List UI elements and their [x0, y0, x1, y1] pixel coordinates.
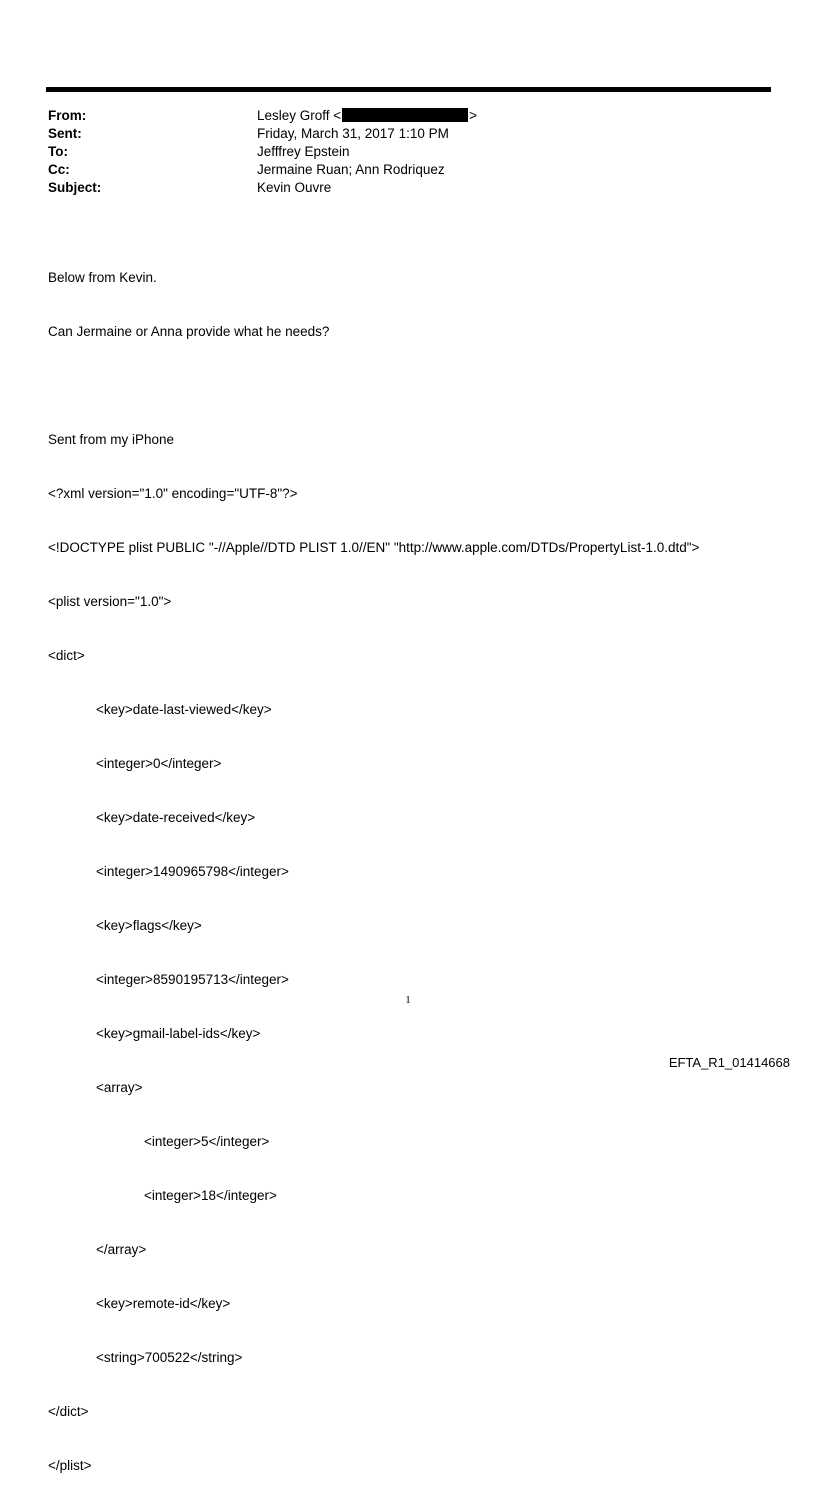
subject-row: [48, 179, 768, 197]
xml-line: <key>date-received</key>: [96, 810, 256, 825]
from-name: Lesley Groff <: [257, 108, 342, 123]
from-suffix: >: [469, 108, 478, 123]
cc-label: Cc:: [48, 162, 70, 177]
xml-line: <integer>8590195713</integer>: [96, 972, 289, 987]
xml-line: <key>gmail-label-ids</key>: [96, 1026, 261, 1041]
to-value: Jefffrey Epstein: [257, 144, 350, 159]
cc-row: [48, 161, 768, 179]
xml-doctype: <!DOCTYPE plist PUBLIC "-//Apple//DTD PLIST 1.0//EN" "http://www.apple.com/DTDs/PropertyList-1.0.dtd">: [48, 540, 700, 555]
subject-label: Subject:: [48, 180, 102, 195]
sent-row: [48, 125, 768, 143]
body-line-2: Can Jermaine or Anna provide what he needs?: [48, 324, 330, 339]
subject-value: Kevin Ouvre: [257, 180, 332, 195]
xml-dict-close: </dict>: [48, 1404, 89, 1419]
header-divider: [46, 87, 771, 92]
xml-line: <integer>5</integer>: [144, 1134, 270, 1149]
xml-line: <key>date-last-viewed</key>: [96, 702, 272, 717]
email-body: [48, 233, 788, 1493]
xml-line: <integer>0</integer>: [96, 756, 222, 771]
xml-line: <string>700522</string>: [96, 1350, 243, 1365]
xml-plist-open: <plist version="1.0">: [48, 594, 172, 609]
sent-label: Sent:: [48, 126, 82, 141]
xml-line: <array>: [96, 1080, 143, 1095]
from-label: From:: [48, 108, 87, 123]
email-header: [48, 107, 768, 197]
document-id: EFTA_R1_01414668: [668, 1055, 790, 1070]
to-label: To:: [48, 144, 68, 159]
xml-line: <integer>18</integer>: [144, 1188, 277, 1203]
xml-dict-open: <dict>: [48, 648, 85, 663]
paragraph-gap: [48, 377, 788, 395]
signature-line: Sent from my iPhone: [48, 432, 175, 447]
xml-declaration: <?xml version="1.0" encoding="UTF-8"?>: [48, 486, 298, 501]
xml-plist-close: </plist>: [48, 1458, 92, 1473]
xml-line: <key>remote-id</key>: [96, 1296, 231, 1311]
xml-line: <key>flags</key>: [96, 918, 202, 933]
from-value: [257, 107, 477, 125]
page-number: 1: [405, 994, 411, 1006]
redacted-email-address: [342, 108, 468, 122]
xml-line: <integer>1490965798</integer>: [96, 864, 289, 879]
sent-value: Friday, March 31, 2017 1:10 PM: [257, 126, 449, 141]
from-row: [48, 107, 768, 125]
cc-value: Jermaine Ruan; Ann Rodriquez: [257, 162, 445, 177]
xml-line: </array>: [96, 1242, 147, 1257]
to-row: [48, 143, 768, 161]
body-line-1: Below from Kevin.: [48, 270, 157, 285]
